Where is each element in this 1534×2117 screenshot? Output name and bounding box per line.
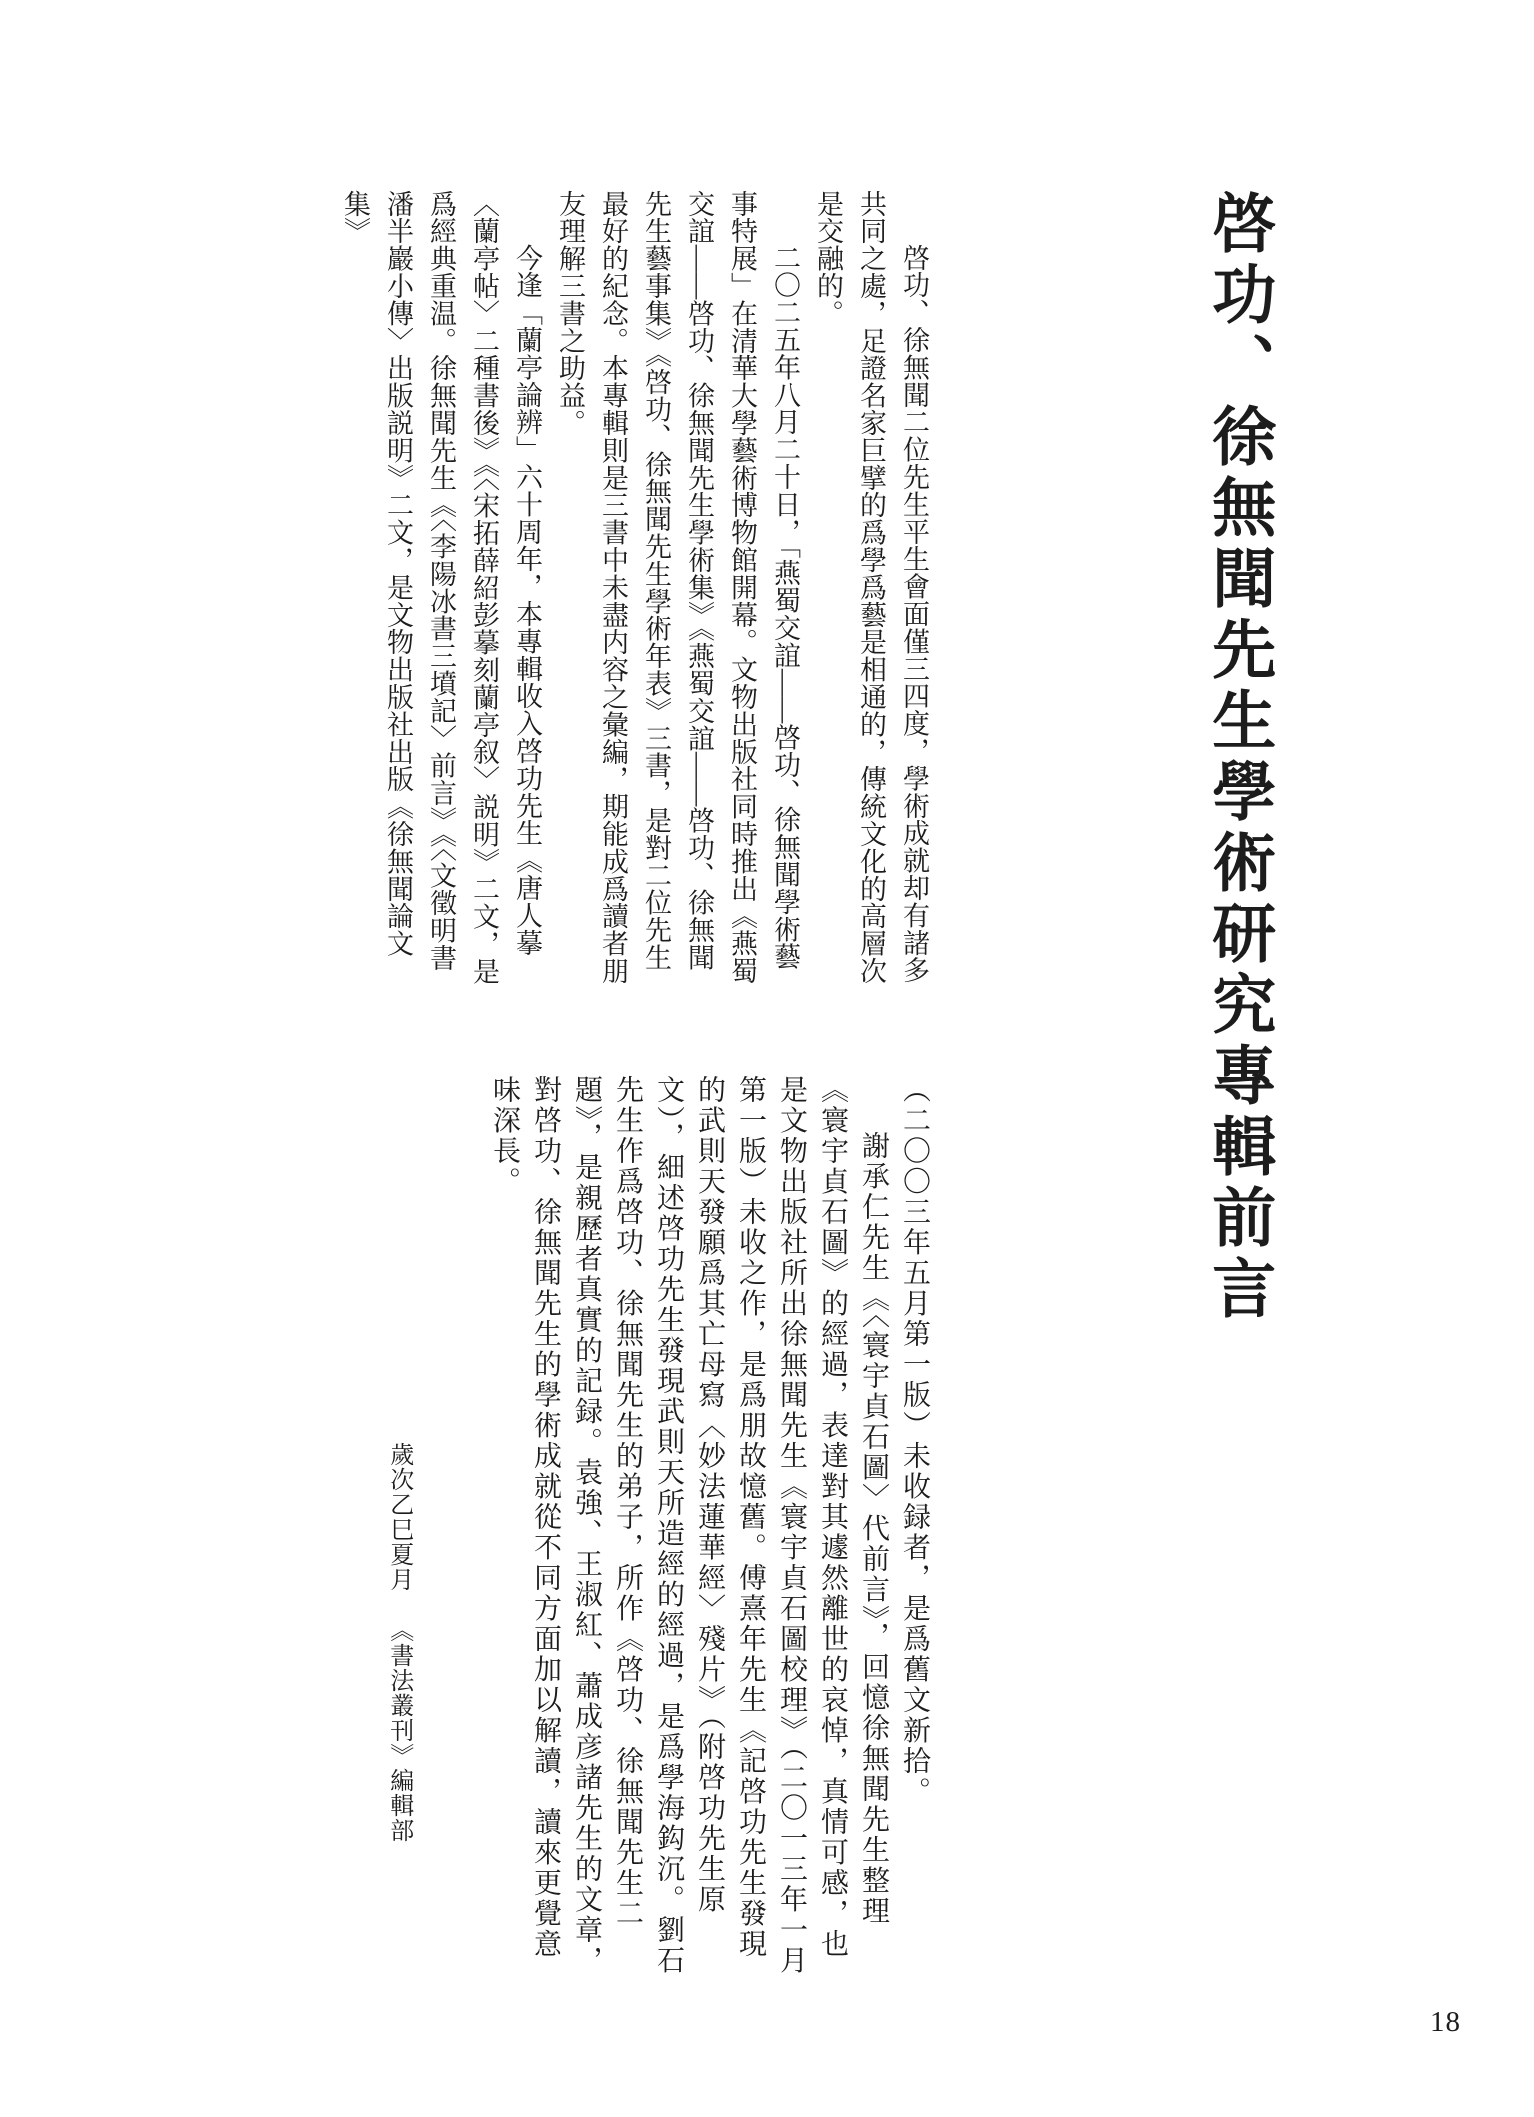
article-title: 啓功、徐無聞先生學術研究專輯前言 (1203, 190, 1275, 1326)
paragraph: 啓功、徐無聞二位先生平生會面僅三四度，學術成就却有諸多共同之處，足證名家巨擘的爲學爲藝是相通的，傳統文化的高層次是交融的。 (813, 190, 929, 985)
page-number: 18 (1430, 2006, 1461, 2038)
signature-column (384, 1442, 413, 1982)
paragraph-continuation: （二〇〇三年五月第一版）未收録者，是爲舊文新拾。 (899, 1075, 930, 1807)
body-text-upper-band (340, 190, 935, 990)
paragraph: 今逢「蘭亭論辨」六十周年，本專輯收入啓功先生《唐人摹〈蘭亭帖〉二種書後》《〈宋拓薛紹彭摹刻蘭亭叙〉説明》二文，是爲經典重温。徐無聞先生《〈李陽冰書三墳記〉前言》《〈文徵明書潘半巖小傳〉出版説明》二文，是文物出版社出版《徐無聞論文集》 (340, 190, 542, 985)
signature-date: 歲次乙巳夏月 (385, 1442, 412, 1592)
body-text-lower-band (455, 1075, 935, 1977)
paragraph: 謝承仁先生《〈寰宇貞石圖〉代前言》，回憶徐無聞先生整理《寰宇貞石圖》的經過，表達對其遽然離世的哀悼，真情可感，也是文物出版社所出徐無聞先生《寰宇貞石圖校理》（二〇一三年一月第一版）未收之作，是爲朋故憶舊。傅熹年先生《記啓功先生發現的武則天發願爲其亡母寫〈妙法蓮華經〉殘片》（附啓功先生原文），細述啓功先生發現武則天所造經的經過，是爲學海鈎沉。劉石先生作爲啓功、徐無聞先生的弟子，所作《啓功、徐無聞先生二題》，是親歷者真實的記録。袁強、王淑紅、蕭成彦諸先生的文章，對啓功、徐無聞先生的學術成就從不同方面加以解讀，讀來更覺意味深長。 (489, 1075, 889, 1976)
paragraph: 二〇二五年八月二十日，「燕蜀交誼——啓功、徐無聞學術藝事特展」在清華大學藝術博物館開幕。文物出版社同時推出《燕蜀交誼——啓功、徐無聞先生學術集》《燕蜀交誼——啓功、徐無聞先生藝事集》《啓功、徐無聞先生學術年表》三書，是對二位先生最好的紀念。本專輯則是三書中未盡内容之彙編，期能成爲讀者朋友理解三書之助益。 (555, 190, 800, 985)
signature-editor: 《書法叢刊》編輯部 (385, 1618, 412, 1843)
